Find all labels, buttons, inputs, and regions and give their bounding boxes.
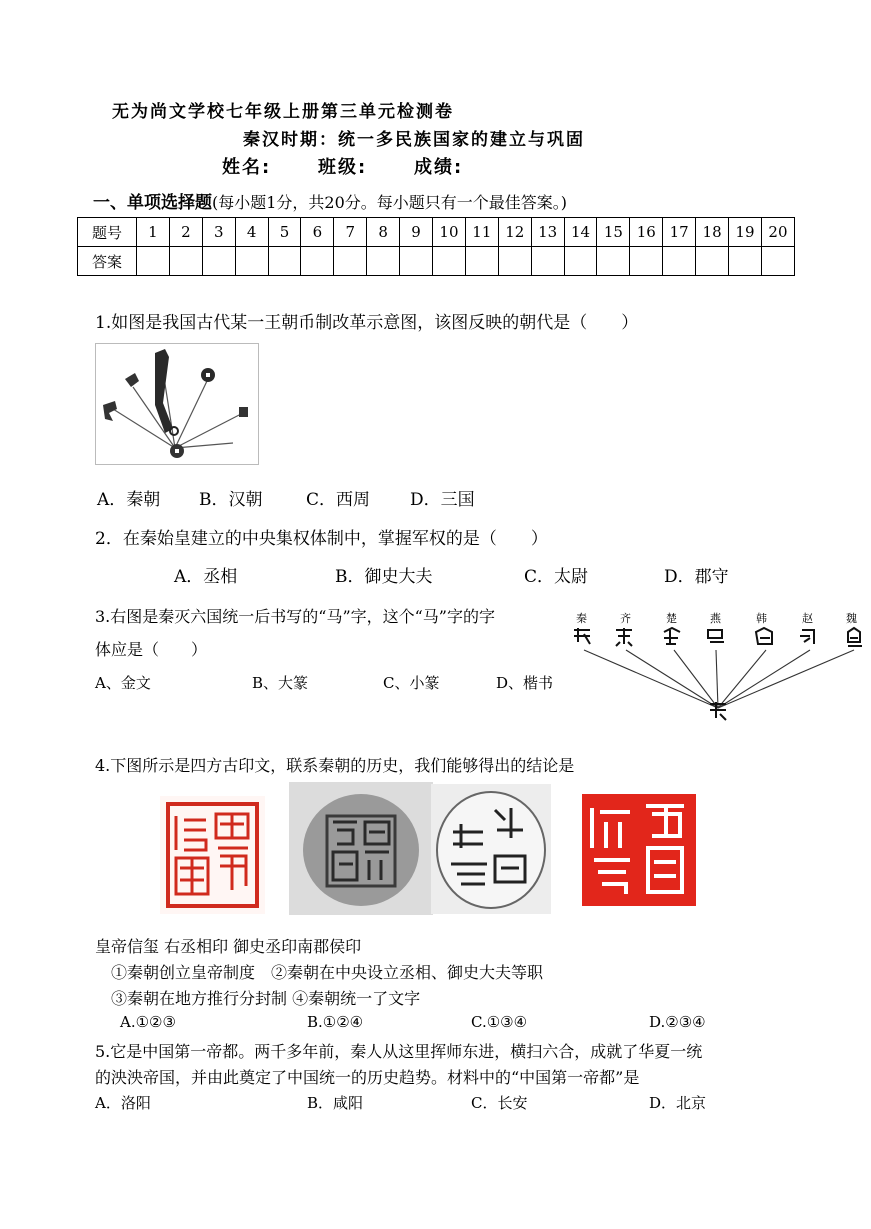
number-cell: 13 — [531, 218, 564, 247]
number-cell: 6 — [301, 218, 334, 247]
answer-cell[interactable] — [235, 247, 268, 276]
number-cell: 10 — [433, 218, 466, 247]
seal-emperor-xinxi — [160, 796, 265, 914]
number-cell: 4 — [235, 218, 268, 247]
seal-nanjun-hou — [576, 788, 702, 912]
number-cell: 16 — [630, 218, 663, 247]
answer-cell[interactable] — [301, 247, 334, 276]
q3-option-b[interactable]: B、大篆 — [252, 674, 309, 692]
answer-cell[interactable] — [137, 247, 170, 276]
answer-cell[interactable] — [761, 247, 794, 276]
q5-option-d[interactable]: D．北京 — [649, 1094, 707, 1112]
section-instruction: (每小题1分，共20分。每小题只有一个最佳答案。) — [212, 193, 568, 212]
number-cell: 11 — [465, 218, 498, 247]
answer-table — [77, 217, 795, 276]
answer-cell[interactable] — [531, 247, 564, 276]
q4-option-c[interactable]: C.①③④ — [471, 1013, 528, 1031]
q4-statement1: ①秦朝创立皇帝制度 ②秦朝在中央设立丞相、御史大夫等职 — [111, 963, 544, 982]
section-heading: 一、单项选择题 — [93, 193, 212, 213]
number-cell: 12 — [498, 218, 531, 247]
q1-stem: 1.如图是我国古代某一王朝币制改革示意图，该图反映的朝代是（ ） — [95, 313, 639, 333]
q4-statement2: ③秦朝在地方推行分封制 ④秦朝统一了文字 — [111, 989, 421, 1008]
state-label-zhao: 赵 — [802, 612, 813, 625]
q3-option-d[interactable]: D、楷书 — [496, 674, 554, 692]
state-label-qi: 齐 — [620, 612, 631, 625]
q5-option-c[interactable]: C．长安 — [471, 1094, 528, 1112]
q2-option-d[interactable]: D．郡守 — [664, 567, 729, 587]
q2-option-a[interactable]: A．丞相 — [174, 567, 238, 587]
number-cell: 15 — [597, 218, 630, 247]
answer-cell[interactable] — [202, 247, 235, 276]
answer-cell[interactable] — [663, 247, 696, 276]
answer-cell[interactable] — [696, 247, 729, 276]
state-label-qin: 秦 — [576, 612, 587, 625]
q3-stem-line2: 体应是（ ） — [95, 640, 208, 659]
q5-stem-line2: 的泱泱帝国，并由此奠定了中国统一的历史趋势。材料中的“中国第一帝都”是 — [95, 1068, 640, 1087]
ma-character-figure — [570, 604, 870, 730]
answer-cell[interactable] — [597, 247, 630, 276]
row-label-answer: 答案 — [78, 247, 137, 276]
score-label: 成绩: — [414, 157, 464, 178]
q4-stem: 4.下图所示是四方古印文，联系秦朝的历史，我们能够得出的结论是 — [95, 756, 575, 775]
row-label-number: 题号 — [78, 218, 137, 247]
state-label-han: 韩 — [756, 612, 767, 625]
question-number-row — [78, 218, 795, 247]
state-label-wei: 魏 — [846, 612, 857, 625]
glyph-qi — [616, 628, 632, 646]
number-cell: 19 — [729, 218, 762, 247]
ma-glyph-shapes — [570, 604, 870, 730]
glyph-qin — [574, 628, 590, 644]
seal-censor — [431, 784, 551, 914]
answer-cell[interactable] — [400, 247, 433, 276]
q4-option-d[interactable]: D.②③④ — [649, 1013, 706, 1031]
q5-stem-line1: 5.它是中国第一帝都。两千多年前，秦人从这里挥师东进，横扫六合，成就了华夏一统 — [95, 1042, 703, 1061]
answer-cell[interactable] — [268, 247, 301, 276]
answer-cell[interactable] — [367, 247, 400, 276]
state-label-chu: 楚 — [666, 612, 677, 625]
q4-option-a[interactable]: A.①②③ — [120, 1013, 176, 1031]
ant-nose-coin-icon — [239, 407, 248, 417]
number-cell: 3 — [202, 218, 235, 247]
number-cell: 8 — [367, 218, 400, 247]
answer-cell[interactable] — [433, 247, 466, 276]
q1-option-c[interactable]: C．西周 — [306, 490, 371, 510]
glyph-han — [756, 628, 772, 644]
answer-cell[interactable] — [334, 247, 367, 276]
exam-subtitle: 秦汉时期：统一多民族国家的建立与巩固 — [243, 130, 585, 150]
q3-option-a[interactable]: A、金文 — [95, 674, 151, 692]
q4-seal-caption: 皇帝信玺 右丞相印 御史丞印南郡侯印 — [95, 937, 362, 956]
number-cell: 9 — [400, 218, 433, 247]
seal-clay — [303, 794, 419, 906]
answer-cell[interactable] — [169, 247, 202, 276]
number-cell: 20 — [761, 218, 794, 247]
number-cell: 7 — [334, 218, 367, 247]
q5-option-b[interactable]: B．咸阳 — [307, 1094, 364, 1112]
number-cell: 17 — [663, 218, 696, 247]
glyph-unified-ma — [710, 702, 726, 720]
glyph-wei — [848, 628, 862, 646]
number-cell: 14 — [564, 218, 597, 247]
answer-cell[interactable] — [564, 247, 597, 276]
answer-row — [78, 247, 795, 276]
q2-stem: 2．在秦始皇建立的中央集权体制中，掌握军权的是（ ） — [95, 529, 548, 549]
glyph-yan — [708, 630, 724, 642]
answer-cell[interactable] — [498, 247, 531, 276]
coin-hole — [175, 449, 179, 453]
number-cell: 1 — [137, 218, 170, 247]
school-title: 无为尚文学校七年级上册第三单元检测卷 — [112, 102, 454, 122]
number-cell: 18 — [696, 218, 729, 247]
q3-option-c[interactable]: C、小篆 — [383, 674, 440, 692]
state-label-yan: 燕 — [710, 612, 721, 625]
number-cell: 5 — [268, 218, 301, 247]
glyph-zhao — [800, 630, 814, 644]
section-heading-row — [93, 188, 567, 213]
answer-cell[interactable] — [465, 247, 498, 276]
seal-clay — [437, 792, 545, 908]
q1-option-d[interactable]: D．三国 — [410, 490, 475, 510]
q1-option-a[interactable]: A．秦朝 — [97, 490, 161, 510]
q1-option-b[interactable]: B．汉朝 — [199, 490, 263, 510]
answer-cell[interactable] — [729, 247, 762, 276]
name-label: 姓名: — [222, 157, 272, 178]
q2-option-c[interactable]: C．太尉 — [524, 567, 589, 587]
seal-right-chancellor — [289, 782, 433, 915]
q3-stem-line1: 3.右图是秦灭六国统一后书写的“马”字，这个“马”字的字 — [95, 607, 495, 626]
q5-option-a[interactable]: A．洛阳 — [95, 1094, 151, 1112]
coin-hole — [206, 373, 210, 377]
number-cell: 2 — [169, 218, 202, 247]
coin-reform-figure — [95, 343, 259, 465]
answer-cell[interactable] — [630, 247, 663, 276]
q4-option-b[interactable]: B.①②④ — [307, 1013, 364, 1031]
q2-option-b[interactable]: B．御史大夫 — [335, 567, 433, 587]
class-label: 班级: — [318, 157, 368, 178]
glyph-chu — [664, 628, 680, 644]
